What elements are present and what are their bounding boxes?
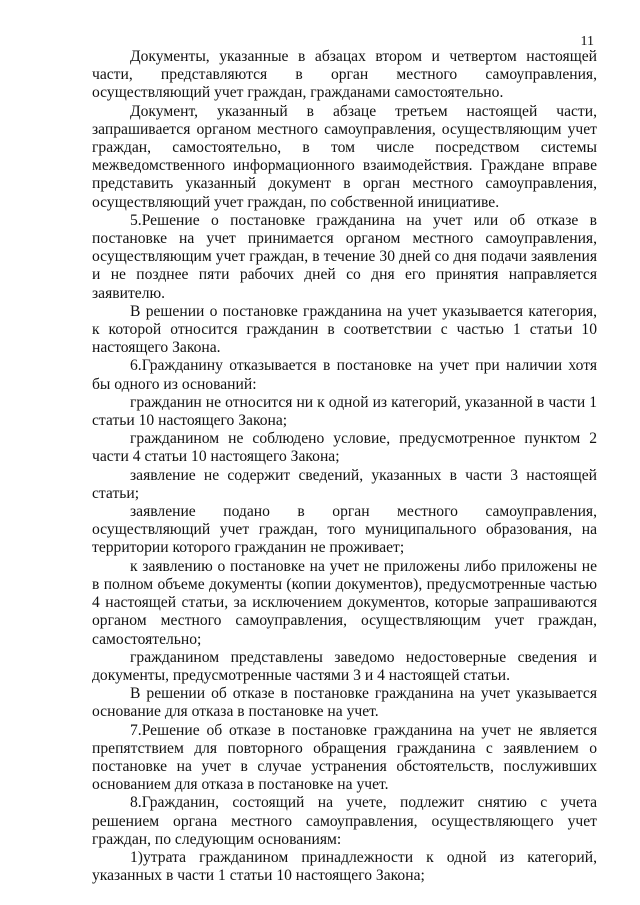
paragraph: В решении об отказе в постановке гражданина на учет указывается основание для отказа в постановке на учет. — [92, 685, 597, 721]
paragraph: заявление подано в орган местного самоуправления, осуществляющий учет граждан, того муниципального образования, на территории которого гражданин не проживает; — [92, 503, 597, 557]
paragraph: 8.Гражданин, состоящий на учете, подлежит снятию с учета решением органа местного самоуправления, осуществляющего учет граждан, по следующим основаниям: — [92, 794, 597, 848]
paragraph: Документ, указанный в абзаце третьем настоящей части, запрашивается органом местного самоуправления, осуществляющим учет граждан, самостоятельно, в том числе посредством системы межведомственного информационного взаимодействия. Граждане вправе представить указанный документ в орган местного самоуправления, осуществляющий учет граждан, по собственной инициативе. — [92, 102, 597, 211]
paragraph: В решении о постановке гражданина на учет указывается категория, к которой относится гражданин в соответствии с частью 1 статьи 10 настоящего Закона. — [92, 302, 597, 357]
paragraph: 7.Решение об отказе в постановке гражданина на учет не является препятствием для повторного обращения гражданина с заявлением о постановке на учет в случае устранения обстоятельств, послуживших основанием для отказа в постановке на учет. — [92, 721, 597, 794]
paragraph: 6.Гражданину отказывается в постановке на учет при наличии хотя бы одного из оснований: — [92, 357, 597, 393]
paragraph: 5.Решение о постановке гражданина на учет или об отказе в постановке на учет принимается органом местного самоуправления, осуществляющим учет граждан, в течение 30 дней со дня подачи заявления и не позднее пяти рабочих дней со дня его принятия направляется заявителю. — [92, 211, 597, 302]
paragraph: Документы, указанные в абзацах втором и четвертом настоящей части, представляются в орган местного самоуправления, осуществляющий учет граждан, гражданами самостоятельно. — [92, 48, 597, 102]
page-number: 11 — [580, 34, 594, 49]
paragraph: к заявлению о постановке на учет не приложены либо приложены не в полном объеме документы (копии документов), предусмотренные частью 4 настоящей статьи, за исключением документов, которые запрашиваются органом местного самоуправления, осуществляющим учет граждан, самостоятельно; — [92, 557, 597, 648]
paragraph: гражданином представлены заведомо недостоверные сведения и документы, предусмотренные частями 3 и 4 настоящей статьи. — [92, 648, 597, 684]
paragraph: заявление не содержит сведений, указанных в части 3 настоящей статьи; — [92, 466, 597, 502]
paragraph: гражданином не соблюдено условие, предусмотренное пунктом 2 части 4 статьи 10 настоящего Закона; — [92, 430, 597, 466]
paragraph: 1)утрата гражданином принадлежности к одной из категорий, указанных в части 1 статьи 10 настоящего Закона; — [92, 848, 597, 885]
document-body — [92, 48, 597, 885]
paragraph: гражданин не относится ни к одной из категорий, указанной в части 1 статьи 10 настоящего Закона; — [92, 393, 597, 430]
